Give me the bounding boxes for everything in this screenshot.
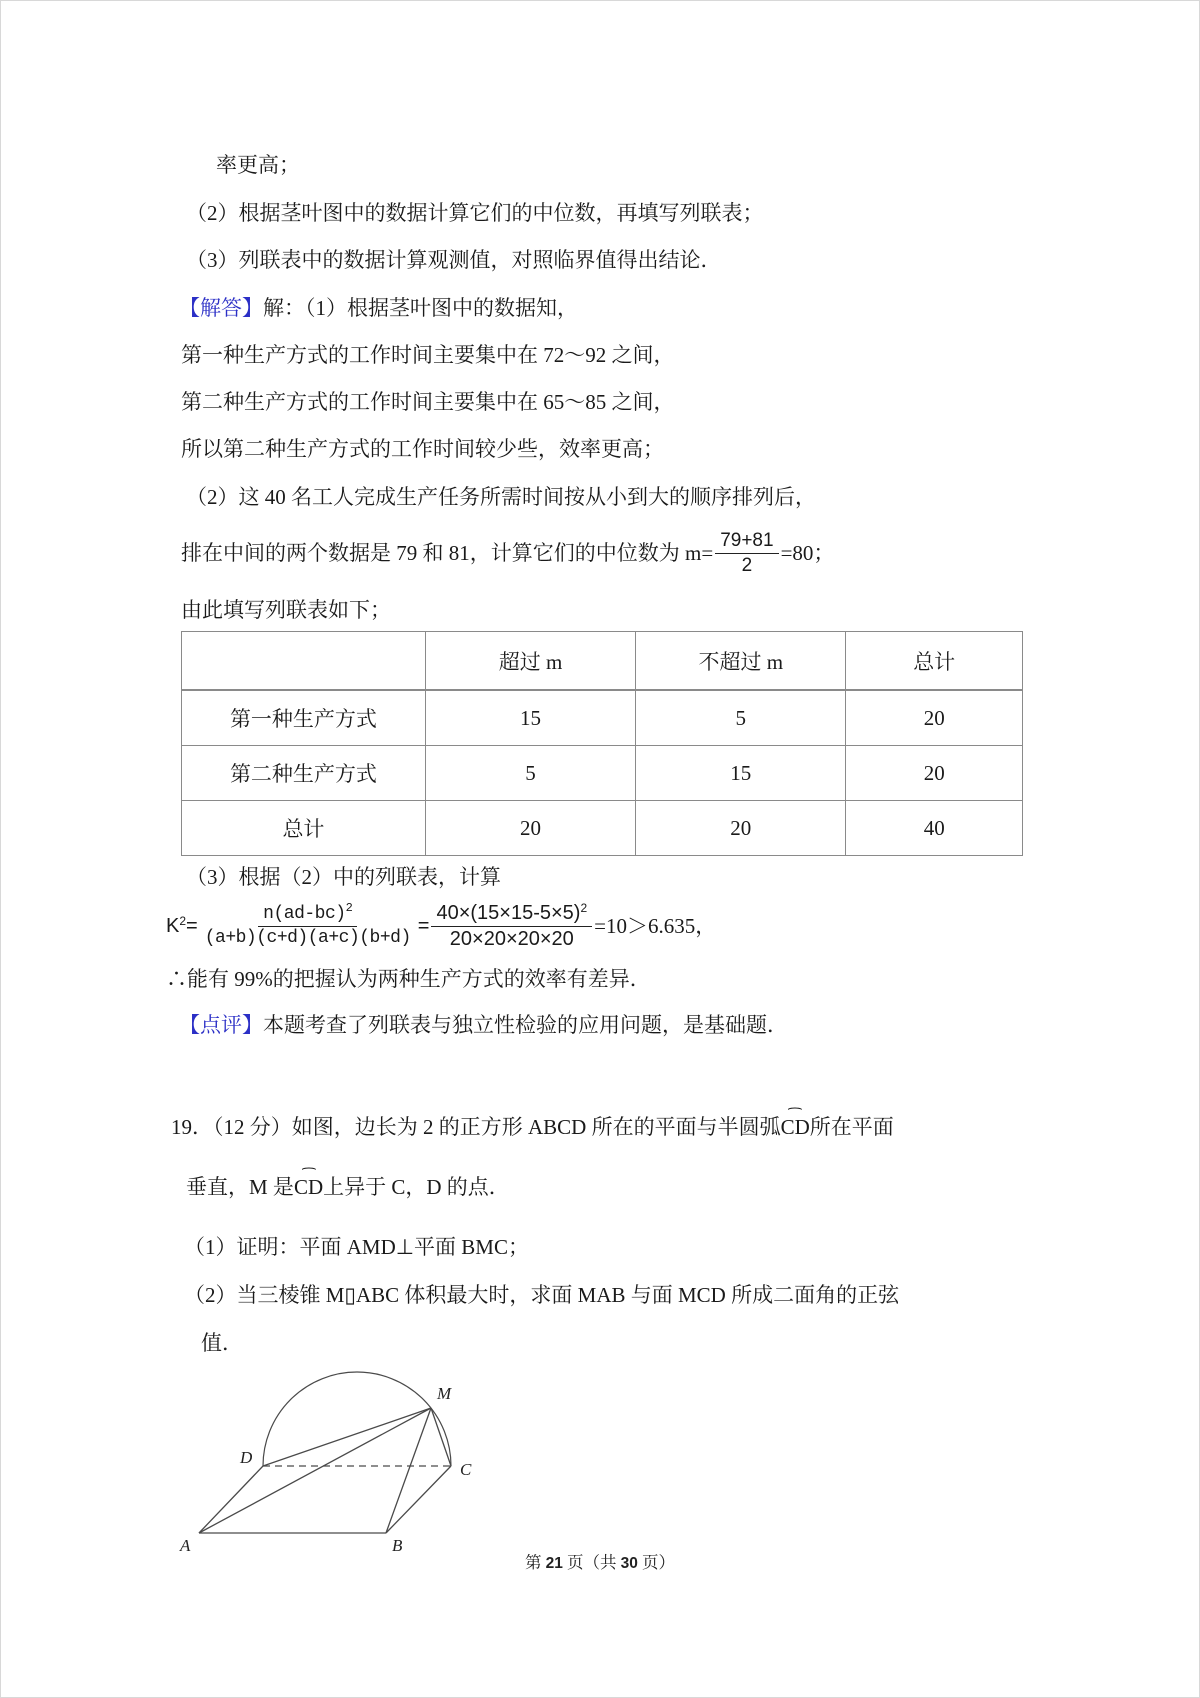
row-label-total: 总计: [182, 801, 426, 856]
cell-value: 20: [425, 801, 635, 856]
geometry-figure: [166, 1353, 486, 1563]
footer-suffix: 页）: [637, 1553, 675, 1572]
k2-general-numerator: [258, 900, 357, 927]
k2-lhs: [166, 910, 198, 942]
cell-value: 15: [636, 746, 846, 801]
table-header-not-exceed: 不超过 m: [636, 632, 846, 691]
k2-numeric-num-text: 40×(15×15-5×5): [436, 901, 581, 924]
k2-general-num-sup: 2: [345, 900, 353, 915]
solution-part2-line1: （2）这 40 名工人完成生产任务所需时间按从小到大的顺序排列后，: [186, 485, 816, 509]
problem19-line2: [166, 1159, 1058, 1203]
cd-text: CD: [293, 1175, 324, 1199]
k2-result: =10＞6.635，: [594, 914, 717, 938]
p19-line1-pre: 19．（12 分）如图，边长为 2 的正方形 ABCD 所在的平面与半圆弧: [171, 1115, 781, 1139]
cell-value: 5: [636, 690, 846, 746]
median-formula-line: [166, 522, 1053, 584]
k2-equals2: =: [417, 915, 430, 937]
cell-value: 20: [846, 746, 1023, 801]
k2-general-num-text: n(ad-bc): [263, 903, 346, 924]
segment-DM: [263, 1408, 431, 1466]
vertex-label-C: C: [460, 1460, 472, 1479]
k2-numeric-fraction: [431, 902, 592, 951]
footer-prefix: 第: [525, 1553, 546, 1572]
row-label-method1: 第一种生产方式: [182, 690, 426, 746]
vertex-label-B: B: [392, 1536, 403, 1555]
cell-value: 15: [425, 690, 635, 746]
table-header-row: [182, 632, 1023, 691]
footer-mid: 页（共: [562, 1553, 621, 1572]
table-header-exceed: 超过 m: [425, 632, 635, 691]
edge-AD: [199, 1466, 263, 1533]
problem19-part2: （2）当三棱锥 M▯ABC 体积最大时，求面 MAB 与面 MCD 所成二面角的正弦: [184, 1283, 900, 1307]
k2-numeric-denominator: 20×20×20×20: [449, 927, 574, 950]
segment-CM: [431, 1408, 451, 1466]
k2-general-fraction: [200, 900, 416, 948]
segment-BM: [386, 1408, 431, 1533]
table-header-total: 总计: [846, 632, 1023, 691]
problem19-part1: （1）证明：平面 AMD⊥平面 BMC；: [184, 1235, 529, 1259]
k2-numeric-num-sup: 2: [580, 900, 588, 915]
footer-total-pages: 30: [620, 1555, 638, 1572]
row-label-method2: 第二种生产方式: [182, 746, 426, 801]
table-row: [182, 746, 1023, 801]
cell-value: 40: [846, 801, 1023, 856]
vertex-label-M: M: [437, 1384, 452, 1403]
solution-line-method2: 第二种生产方式的工作时间主要集中在 65～85 之间，: [181, 390, 675, 414]
k2-symbol: K: [166, 915, 180, 937]
cd-text: CD: [780, 1115, 810, 1139]
arc-over-icon: ⌢: [786, 1099, 804, 1116]
contingency-table: [181, 631, 1023, 856]
median-pre-text: 排在中间的两个数据是 79 和 81，计算它们的中位数为 m=: [181, 541, 714, 565]
solution-line-method1: 第一种生产方式的工作时间主要集中在 72～92 之间，: [181, 343, 675, 367]
k2-numeric-numerator: [431, 902, 592, 927]
cd-arc-notation: [780, 1099, 810, 1143]
median-numerator: 79+81: [715, 530, 778, 554]
edge-BC: [386, 1466, 451, 1533]
k2-exponent: 2: [179, 914, 187, 928]
vertex-label-A: A: [180, 1536, 191, 1555]
cd-arc-notation: [293, 1159, 324, 1203]
comment-line: [166, 1009, 1051, 1041]
k2-formula: [166, 897, 1038, 955]
dianping-tag: 【点评】: [179, 1013, 263, 1037]
question-part-2: （2）根据茎叶图中的数据计算它们的中位数，再填写列联表；: [186, 201, 764, 225]
solution-header-line: [166, 292, 1051, 324]
question-part-3: （3）列联表中的数据计算观测值，对照临界值得出结论．: [186, 248, 722, 272]
page-footer: [1, 1549, 1199, 1573]
median-denominator: 2: [741, 554, 753, 576]
table-row: [182, 690, 1023, 746]
cell-value: 20: [636, 801, 846, 856]
arc-over-icon: ⌢: [300, 1159, 317, 1176]
k2-equals1: =: [186, 915, 198, 937]
problem19-part2-cont: 值．: [201, 1331, 243, 1355]
median-result-text: =80；: [780, 541, 835, 565]
comment-text: 本题考查了列联表与独立性检验的应用问题，是基础题．: [263, 1013, 788, 1037]
solution-start-text: 解：（1）根据茎叶图中的数据知，: [263, 296, 578, 320]
solution-line-conclusion1: 所以第二种生产方式的工作时间较少些，效率更高；: [181, 437, 664, 461]
k2-general-denominator: (a+b)(c+d)(a+c)(b+d): [204, 927, 411, 948]
semicircle-arc: [263, 1372, 451, 1466]
p19-line1-post: 所在平面: [809, 1115, 894, 1139]
cell-value: 20: [846, 690, 1023, 746]
solution-line-rate: 率更高；: [216, 153, 300, 177]
median-fraction: [715, 530, 778, 577]
solution-part3-line: （3）根据（2）中的列联表，计算: [186, 865, 501, 889]
footer-page-number: 21: [545, 1555, 563, 1572]
cell-value: 5: [425, 746, 635, 801]
p19-line2-post: 上异于 C，D 的点．: [323, 1175, 510, 1199]
table-header-blank: [182, 632, 426, 691]
conclusion-line: ∴能有 99%的把握认为两种生产方式的效率有差异．: [166, 967, 651, 991]
table-row: [182, 801, 1023, 856]
vertex-label-D: D: [240, 1448, 253, 1467]
segment-AM: [199, 1408, 431, 1533]
table-intro-line: 由此填写列联表如下；: [181, 598, 391, 622]
p19-line2-pre: 垂直，M 是: [186, 1175, 294, 1199]
problem19-line1: [166, 1099, 1043, 1143]
jieda-tag: 【解答】: [179, 296, 263, 320]
